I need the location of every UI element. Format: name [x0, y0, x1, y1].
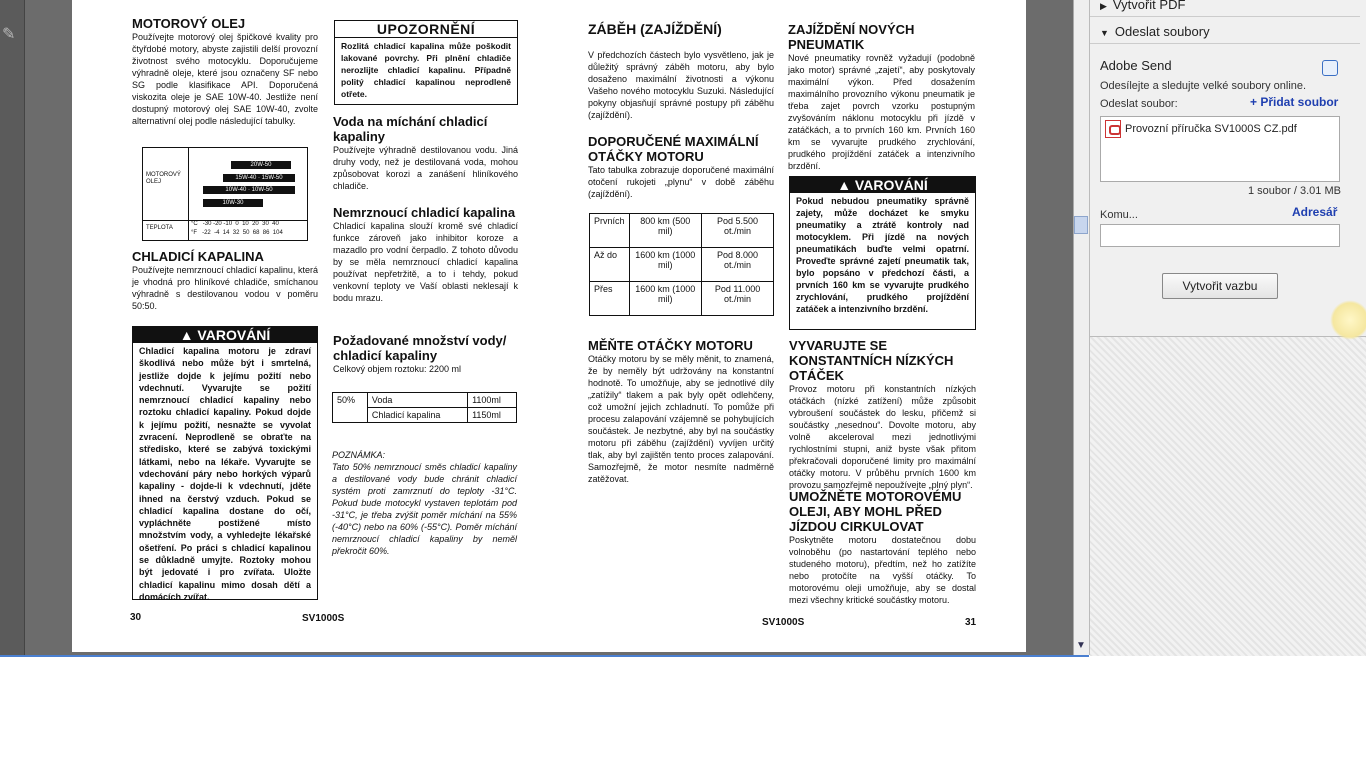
send-files-label: Odeslat soubory — [1114, 24, 1210, 39]
mix-row2-name: Chladicí kapalina — [367, 408, 467, 423]
scroll-down-icon[interactable]: ▼ — [1076, 640, 1086, 651]
file-list[interactable] — [1100, 116, 1340, 182]
chart-celsius: °C -30 -20 -10 0 10 20 30 40 — [191, 221, 279, 227]
service-title: Adobe Send — [1100, 58, 1172, 73]
rpm-stage: Prvních — [590, 214, 630, 248]
model-left: SV1000S — [302, 613, 345, 624]
table-row — [590, 248, 774, 282]
rpm-limit: Pod 8.000 ot./min — [702, 248, 774, 282]
chart-band-3: 10W-40 · 10W-50 — [203, 186, 295, 194]
left-toolbar — [0, 0, 25, 655]
viewer-bottom-border — [0, 655, 1089, 657]
page-number-right: 31 — [965, 617, 977, 628]
mix-row2-val: 1150ml — [468, 408, 517, 423]
chart-fahrenheit: °F -22 -4 14 32 50 68 86 104 — [191, 230, 283, 236]
caution-box — [334, 20, 518, 105]
to-label: Komu... — [1100, 209, 1138, 221]
mix-table — [332, 392, 517, 423]
breakin-title: ZÁBĚH (ZAJÍŽDĚNÍ) — [588, 21, 722, 37]
service-desc: Odesílejte a sledujte velké soubory online. — [1100, 80, 1307, 92]
send-files-panel[interactable] — [1090, 21, 1360, 44]
rpm-title: DOPORUČENÉ MAXIMÁLNÍ OTÁČKY MOTORU — [588, 134, 759, 164]
amount-title: Požadované množství vody/ chladicí kapaliny — [333, 333, 507, 363]
mix-row1-name: Voda — [367, 393, 467, 408]
rpm-limit: Pod 11.000 ot./min — [702, 282, 774, 316]
send-file-label: Odeslat soubor: — [1100, 98, 1178, 110]
rpm-dist: 1600 km (1000 mil) — [629, 248, 702, 282]
water-text: Používejte výhradně destilovanou vodu. Jiná druhy vody, než je destilovaná voda, mohou způsobovat korozi a zanášení hliníkového chladiče. — [333, 145, 518, 191]
file-count: 1 soubor / 3.01 MB — [1248, 185, 1341, 197]
tires-warning-box — [789, 176, 976, 330]
file-item[interactable] — [1105, 120, 1297, 138]
pane-empty-area — [1090, 336, 1366, 656]
warning-text: Chladicí kapalina motoru je zdraví škodlivá nebo může být i smrtelná, jestliže dojde k jejímu požití nebo vdechnutí. Vyvarujte se požití nemrznoucí chladicí kapaliny nebo roztoku chladicí kapaliny. Pokud dojde k jejímu požití, nesnažte se vyvolat zvracení. Neprodleně se obraťte na středisko, které se zabývá toxickými látkami, nebo na lékaře. Vyvarujte se vdechování páry nebo horkých výparů kapaliny - dojde-li k vdechnutí, jděte ihned na čerstvý vzduch. Pokud se chladicí kapalina dostane do očí, vypláchněte postižené místo množstvím vody, a vyhledejte lékařské ošetření. Po práci s chladicí kapalinou se důkladně umyjte. Roztoky mohou být jedovaté i pro zvířata. Uložte chladicí kapalinu mimo dosah dětí a domácích zvířat. — [139, 346, 311, 602]
chevron-right-icon: ▶ — [1100, 1, 1107, 11]
vary-title: MĚŇTE OTÁČKY MOTORU — [588, 338, 753, 353]
table-row — [590, 282, 774, 316]
model-right: SV1000S — [762, 617, 805, 628]
note-text: Tato 50% nemrznoucí směs chladicí kapaliny a destilované vody bude chránit chladicí systém proti zamrznutí do teploty -31°C. Pokud bude motocykl vystaven teplotám pod -31°C, je třeba zvýšit poměr míchání na 55% (-40°C) nebo na 60% (-55°C). Poměr míchání nemrznoucí chladicí kapaliny by neměl překročit 60%. — [332, 462, 517, 556]
coolant-text: Používejte nemrznoucí chladicí kapalinu, která je vhodná pro hliníkové chladiče, smíchanou výhradně s destilovanou vodou v poměru 50:50. — [132, 265, 318, 311]
oilcirc-text: Poskytněte motoru dostatečnou dobu volnoběhu (po nastartování teplého nebo studeného motoru), předtím, než ho zatížíte nebo protočíte na vyšší otáčky. To motorovému oleji umožňuje, aby se dostal mezi všechny kritické součástky motoru. — [789, 535, 976, 605]
vertical-scrollbar[interactable] — [1073, 0, 1090, 655]
rpm-stage: Přes — [590, 282, 630, 316]
rpm-dist: 1600 km (1000 mil) — [629, 282, 702, 316]
create-link-button[interactable]: Vytvořit vazbu — [1162, 273, 1278, 299]
rpm-dist: 800 km (500 mil) — [629, 214, 702, 248]
warning-head: ▲ VAROVÁNÍ — [133, 327, 317, 343]
add-file-link[interactable]: + Přidat soubor — [1250, 95, 1339, 109]
breakin-text: V předchozích částech bylo vysvětleno, jak je důležitý správný záběh motoru, aby bylo dosaženo maximální životnosti a výkonu Vašeho nového motocyklu Suzuki. Následující pokyny objasňují správné postupy při záběhu (zajíždění). — [588, 50, 774, 120]
oil-title: MOTOROVÝ OLEJ — [132, 16, 246, 31]
lowrpm-title: VYVARUJTE SE KONSTANTNÍCH NÍZKÝCH OTÁČEK — [789, 338, 954, 383]
mix-pct: 50% — [333, 393, 368, 423]
pdf-page-spread — [72, 0, 1026, 652]
warning-text: Pokud nebudou pneumatiky správně zajety, může docházet ke smyku pneumatiky a ztrátě kontroly nad motocyklem. Při jízdě na nových pneumatikách buďte velmi opatrní. Proveďte správné zajetí pneumatik tak, bylo popsáno v předchozí části, a prvních 160 km se vyvarujte prudkého zrychlování, prudkého projíždění zatáček a intenzivního brzdění. — [796, 196, 969, 314]
water-title: Voda na míchání chladicí kapaliny — [333, 114, 488, 144]
oil-viscosity-chart — [142, 147, 308, 241]
rpm-text: Tato tabulka zobrazuje doporučené maximální otočení rukojeti „plynu“ v době záběhu (zajíždění). — [588, 165, 774, 199]
chart-temp-label: TEPLOTA — [146, 225, 173, 231]
table-row — [590, 214, 774, 248]
share-icon[interactable] — [1322, 60, 1338, 76]
chevron-down-icon: ▼ — [1100, 28, 1109, 38]
rpm-stage: Až do — [590, 248, 630, 282]
scrollbar-thumb[interactable] — [1074, 216, 1088, 234]
chart-label: MOTOROVÝ OLEJ — [146, 172, 181, 185]
antifreeze-text: Chladicí kapalina slouží kromě své chladicí funkce zároveň jako inhibitor koroze a mazadlo pro vodní čerpadlo. Z tohoto důvodu by se měla nemrznoucí chladicí kapalina používat nepřetržitě, a to i tehdy, pokud venkovní teploty ve Vaší oblasti neklesají k bodu mrazu. — [333, 221, 518, 303]
antifreeze-title: Nemrznoucí chladicí kapalina — [333, 205, 516, 220]
file-name: Provozní příručka SV1000S CZ.pdf — [1125, 122, 1297, 135]
chart-band-4: 10W-30 — [203, 199, 263, 207]
amount-text: Celkový objem roztoku: 2200 ml — [333, 364, 462, 374]
mix-row1-val: 1100ml — [468, 393, 517, 408]
recipient-input[interactable] — [1100, 224, 1340, 247]
vary-text: Otáčky motoru by se měly měnit, to znamená, že by neměly být udržovány na konstantní hodnotě. To umožňuje, aby se jednotlivé díly „zatížily“ tlakem a pak byly opět odlehčeny, což umožní jejich zchladnutí. To pomůže při procesu zalapování vzájemně se pohybujících součástek. Je nezbytné, aby byl na součástky motoru při záběhu (zajíždění) vyvíjen určitý tlak, aby byl zajištěn tento proces zalapování. Samozřejmě, že motor nesmíte nadměrně zatěžovat. — [588, 354, 774, 484]
oilcirc-title: UMOŽNĚTE MOTOROVÉMU OLEJI, ABY MOHL PŘED JÍZDOU CIRKULOVAT — [789, 489, 962, 534]
coolant-title: CHLADICÍ KAPALINA — [132, 249, 264, 264]
pdf-file-icon — [1105, 120, 1121, 138]
create-pdf-label: Vytvořit PDF — [1112, 0, 1186, 12]
cursor-highlight — [1330, 300, 1366, 340]
chart-band-1: 20W-50 — [231, 161, 291, 169]
rpm-table — [589, 213, 774, 316]
caution-head: UPOZORNĚNÍ — [335, 21, 517, 38]
tools-pane — [1089, 0, 1366, 655]
tires-text: Nové pneumatiky rovněž vyžadují (podobně jako motor) správné „zajetí“, aby poskytovaly maximální výkon. Před dosažením maximálního provozního výkonu pneumatik je třeba zajet povrch vzorku postupným zvyšováním náklonu motocyklu při jízdě v zatáčkách, a to prvních 160 km. Prvních 160 km se vyvarujte prudkého zrychlování, prudkého projíždění zatáček a intenzivního brzdění. — [788, 53, 975, 171]
page-number-left: 30 — [130, 612, 142, 623]
create-pdf-panel[interactable] — [1090, 0, 1360, 17]
oil-text: Používejte motorový olej špičkové kvality pro čtyřdobé motory, abyste zajistili delší provozní životnost svého motocyklu. Doporučujeme výhradně oleje, které jsou označeny SF nebo SG podle klasifikace API. Doporučená viskozita oleje je SAE 10W-40. Jestliže není dostupný motorový olej SAE 10W-40, zvolte alternativní olej podle následující tabulky. — [132, 32, 318, 126]
chart-band-2: 15W-40 · 15W-50 — [223, 174, 295, 182]
coolant-warning-box — [132, 326, 318, 600]
address-book-link[interactable]: Adresář — [1292, 205, 1338, 219]
attachment-icon[interactable]: ✎ — [2, 26, 16, 43]
note-title: POZNÁMKA: — [332, 450, 386, 460]
rpm-limit: Pod 5.500 ot./min — [702, 214, 774, 248]
tires-title: ZAJÍŽDĚNÍ NOVÝCH PNEUMATIK — [788, 22, 915, 52]
warning-head: ▲ VAROVÁNÍ — [790, 177, 975, 193]
caution-text: Rozlitá chladicí kapalina může poškodit lakované povrchy. Při plnění chladiče nerozlijte chladicí kapalinu. Případně politý chladicí kapalinou neprodleně otřete. — [341, 41, 511, 99]
lowrpm-text: Provoz motoru při konstantních nízkých otáčkách (nízké zatížení) může způsobit vybroušení součástek do lesku, přičemž si součástky „nesednou“. Dovolte motoru, aby volně akceleroval mezi jednotlivými rychlostními stupni, aniž byste však přitom překračovali doporučené limity pro maximální otáčky motoru. V průběhu prvních 1600 km provozu samozřejmě nepoužívejte „plný plyn“. — [789, 384, 976, 490]
